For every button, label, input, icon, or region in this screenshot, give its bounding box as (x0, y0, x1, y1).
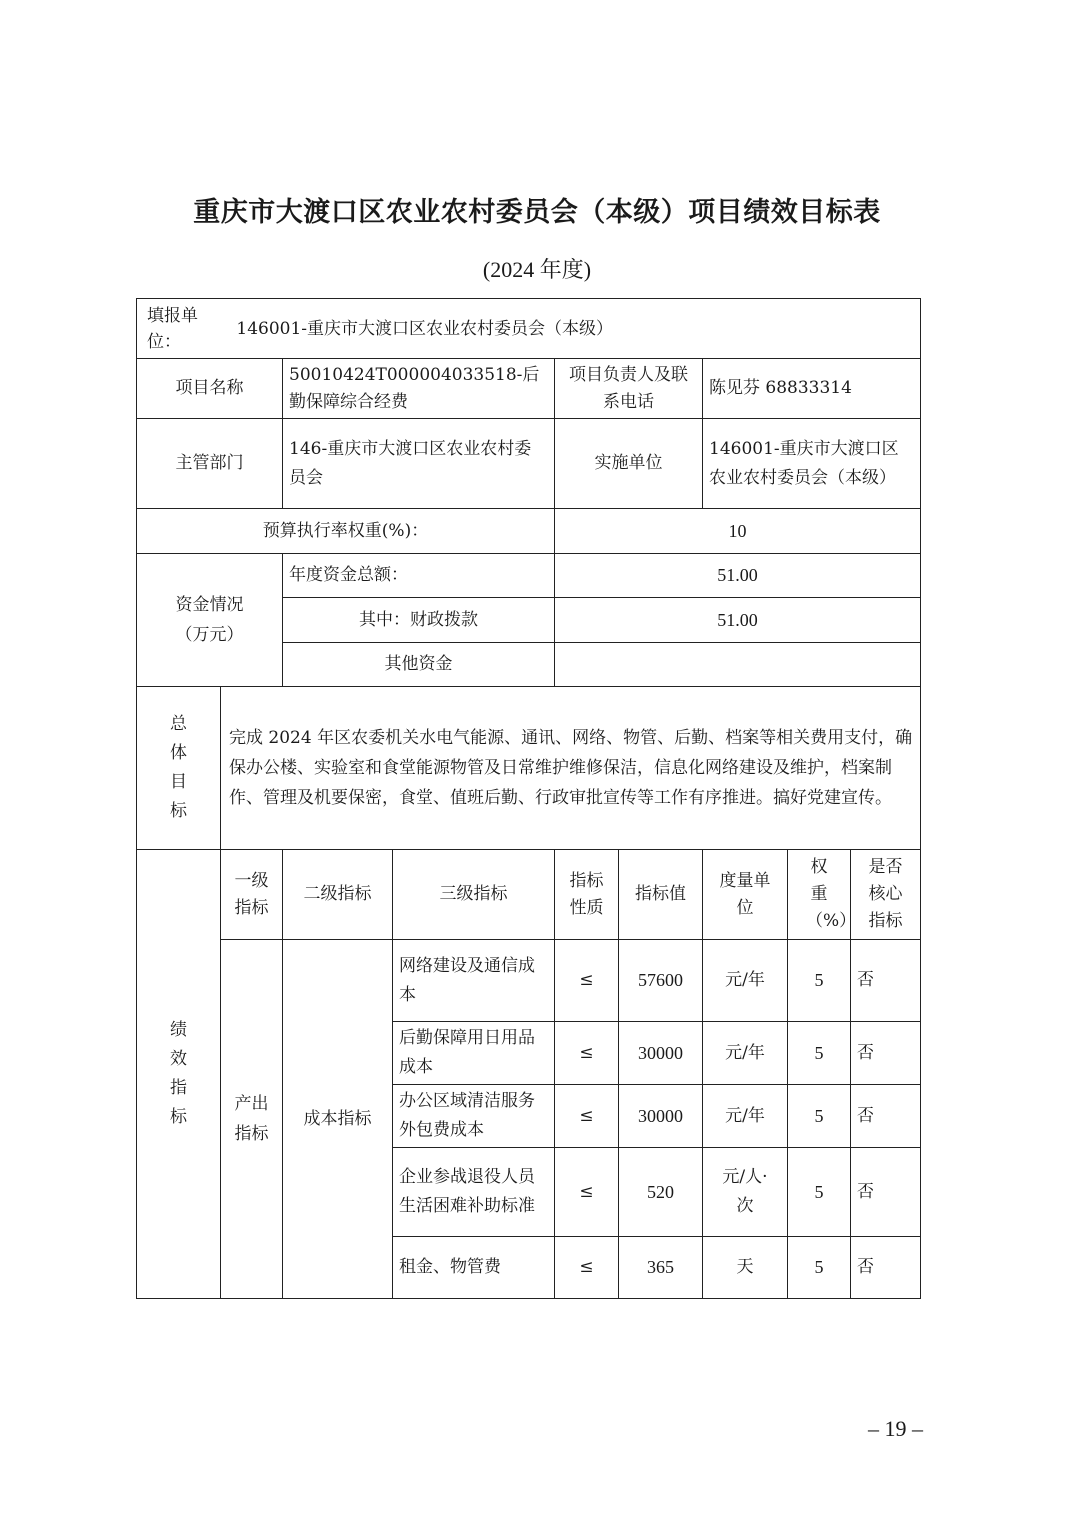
level2-value: 成本指标 (283, 940, 393, 1299)
level3-value: 办公区域清洁服务外包费成本 (393, 1085, 555, 1148)
weight-value: 5 (788, 1085, 851, 1148)
weight-value: 5 (788, 1237, 851, 1299)
funds-total-value: 51.00 (555, 554, 921, 598)
funds-fiscal-value: 51.00 (555, 598, 921, 643)
indicator-value: 30000 (619, 1022, 703, 1085)
weight-value: 5 (788, 940, 851, 1022)
level1-value: 产出指标 (221, 940, 283, 1299)
impl-unit-value: 146001-重庆市大渡口区农业农村委员会（本级） (703, 419, 921, 509)
nature-value: ≤ (555, 1237, 619, 1299)
nature-value: ≤ (555, 1022, 619, 1085)
project-name-value: 50010424T000004033518-后勤保障综合经费 (283, 359, 555, 419)
budget-rate-value: 10 (555, 509, 921, 554)
funds-fiscal-label: 其中：财政拨款 (283, 598, 555, 643)
nature-value: ≤ (555, 1085, 619, 1148)
indicator-value: 57600 (619, 940, 703, 1022)
goal-text: 完成 2024 年区农委机关水电气能源、通讯、网络、物管、后勤、档案等相关费用支付，确保办公楼、实验室和食堂能源物管及日常维护维修保洁，信息化网络建设及维护，档案制作、管理及机要保密，食堂、值班后勤、行政审批宣传等工作有序推进。搞好党建宣传。 (221, 687, 921, 850)
level3-value: 网络建设及通信成本 (393, 940, 555, 1022)
project-name-label: 项目名称 (137, 359, 283, 419)
level3-value: 租金、物管费 (393, 1237, 555, 1299)
funds-total-row (137, 554, 921, 598)
budget-rate-row (137, 509, 921, 554)
funds-other-value (555, 643, 921, 687)
project-name-row (137, 359, 921, 419)
indicator-header-row (137, 850, 921, 940)
dept-label: 主管部门 (137, 419, 283, 509)
header-level2: 二级指标 (283, 850, 393, 940)
weight-value: 5 (788, 1022, 851, 1085)
department-row (137, 419, 921, 509)
level3-value: 后勤保障用日用品成本 (393, 1022, 555, 1085)
unit-value: 元/年 (703, 1085, 788, 1148)
header-unit: 度量单位 (703, 850, 788, 940)
indicator-value: 365 (619, 1237, 703, 1299)
unit-value: 元/年 (703, 940, 788, 1022)
weight-value: 5 (788, 1148, 851, 1237)
header-core: 是否核心指标 (851, 850, 921, 940)
core-value: 否 (851, 1148, 921, 1237)
dept-value: 146-重庆市大渡口区农业农村委员会 (283, 419, 555, 509)
indicators-section-label: 绩效指标 (137, 850, 221, 1299)
nature-value: ≤ (555, 1148, 619, 1237)
reporting-unit-label: 填报单位： (147, 305, 198, 352)
header-weight: 权重（%） (788, 850, 851, 940)
unit-value: 元/年 (703, 1022, 788, 1085)
goal-label: 总体目标 (137, 687, 221, 850)
core-value: 否 (851, 1022, 921, 1085)
document-subtitle: (2024 年度) (482, 257, 592, 282)
core-value: 否 (851, 1237, 921, 1299)
reporting-unit-row (137, 299, 921, 359)
indicator-row (137, 940, 921, 1022)
core-value: 否 (851, 940, 921, 1022)
header-level3: 三级指标 (393, 850, 555, 940)
unit-value: 元/人·次 (703, 1148, 788, 1237)
document-title: 重庆市大渡口区农业农村委员会（本级）项目绩效目标表 (193, 197, 881, 228)
project-lead-label: 项目负责人及联系电话 (555, 359, 703, 419)
nature-value: ≤ (555, 940, 619, 1022)
funds-other-label: 其他资金 (283, 643, 555, 687)
unit-value: 天 (703, 1237, 788, 1299)
level3-value: 企业参战退役人员生活困难补助标准 (393, 1148, 555, 1237)
budget-rate-label: 预算执行率权重(%)： (137, 509, 555, 554)
page-number: – 19 – (868, 1416, 923, 1441)
funds-label: 资金情况（万元） (137, 554, 283, 687)
indicator-value: 520 (619, 1148, 703, 1237)
project-lead-value: 陈见芬 68833314 (703, 359, 921, 419)
header-level1: 一级指标 (221, 850, 283, 940)
header-value: 指标值 (619, 850, 703, 940)
indicator-value: 30000 (619, 1085, 703, 1148)
performance-table (136, 298, 921, 1299)
reporting-unit-value: 146001-重庆市大渡口区农业农村委员会（本级） (236, 318, 614, 339)
impl-unit-label: 实施单位 (555, 419, 703, 509)
header-nature: 指标性质 (555, 850, 619, 940)
core-value: 否 (851, 1085, 921, 1148)
funds-total-label: 年度资金总额： (283, 554, 555, 598)
goal-row (137, 687, 921, 850)
